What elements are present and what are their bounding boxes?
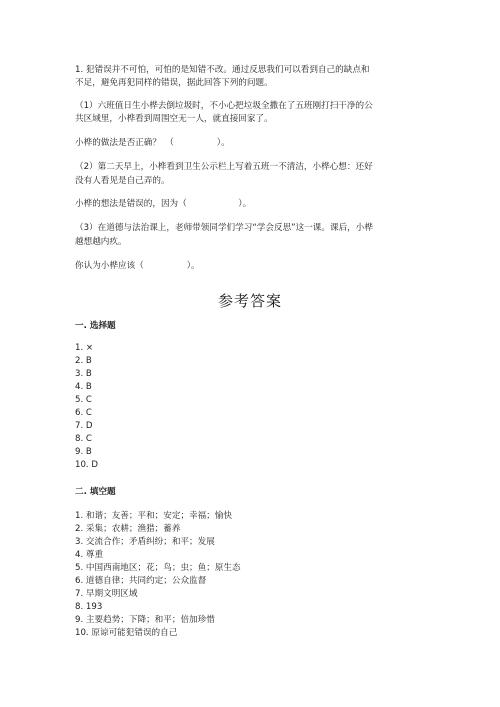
list-item: 7. 早期文明区域	[75, 589, 138, 600]
list-item: 6. 道德自律；共同约定；公众监督	[75, 576, 207, 587]
list-item: 4. 尊重	[75, 550, 104, 561]
question-1-prompt: 小桦的做法是否正确？ （ ）。	[75, 138, 230, 148]
list-item: 9. B	[75, 447, 92, 458]
list-item: 10. D	[75, 460, 99, 471]
list-item: 1. 和谐；友善；平和；安定；幸福；愉快	[75, 511, 233, 521]
question-3-line-1: （3）在道德与法治课上，老师带领同学们学习“学会反思”这一课。课后，小桦	[75, 223, 373, 233]
list-item: 2. B	[75, 356, 92, 367]
answer-key-title: 参考答案	[217, 292, 282, 310]
list-item: 2. 采集；农耕；渔猎；蓄养	[75, 524, 181, 535]
question-1-line-1: （1）六班值日生小桦去倒垃圾时，不小心把垃圾全撒在了五班刚打扫干净的公	[75, 101, 373, 111]
intro-line-1: 1. 犯错误并不可怕，可怕的是知错不改。通过反思我们可以看到自己的缺点和	[75, 65, 370, 75]
question-2-line-2: 没有人看见是自己弄的。	[75, 176, 170, 186]
list-item: 1. ×	[75, 343, 94, 353]
list-item: 4. B	[75, 382, 92, 393]
list-item: 5. C	[75, 395, 92, 406]
question-3-prompt: 你认为小桦应该（ ）。	[75, 261, 200, 271]
section-choice-heading: 一. 选择题	[75, 321, 116, 331]
list-item: 3. B	[75, 369, 92, 380]
list-item: 10. 原谅可能犯错误的自己	[75, 628, 178, 639]
list-item: 3. 交流合作；矛盾纠纷；和平；发展	[75, 537, 215, 548]
question-1-line-2: 共区域里，小桦看到周围空无一人，就直接回家了。	[75, 114, 273, 124]
list-item: 9. 主要趋势；下降；和平；倍加珍惜	[75, 615, 215, 626]
list-item: 7. D	[75, 421, 93, 432]
list-item: 8. C	[75, 434, 92, 445]
question-2-prompt: 小桦的想法是错误的，因为（ ）。	[75, 199, 252, 209]
list-item: 8. 193	[75, 602, 103, 613]
question-3-line-2: 越想越内疚。	[75, 237, 127, 247]
choice-answer-list	[75, 342, 98, 472]
question-2-line-1: （2）第二天早上，小桦看到卫生公示栏上写着五班一不清洁，小桦心想：还好	[75, 162, 373, 172]
list-item: 5. 中国西南地区；花；鸟；虫；鱼；原生态	[75, 563, 241, 574]
fill-answer-list	[75, 510, 241, 640]
list-item: 6. C	[75, 408, 92, 419]
section-fill-heading: 二. 填空题	[75, 487, 116, 497]
intro-line-2: 不足，避免再犯同样的错误，据此回答下列的问题。	[75, 78, 273, 88]
